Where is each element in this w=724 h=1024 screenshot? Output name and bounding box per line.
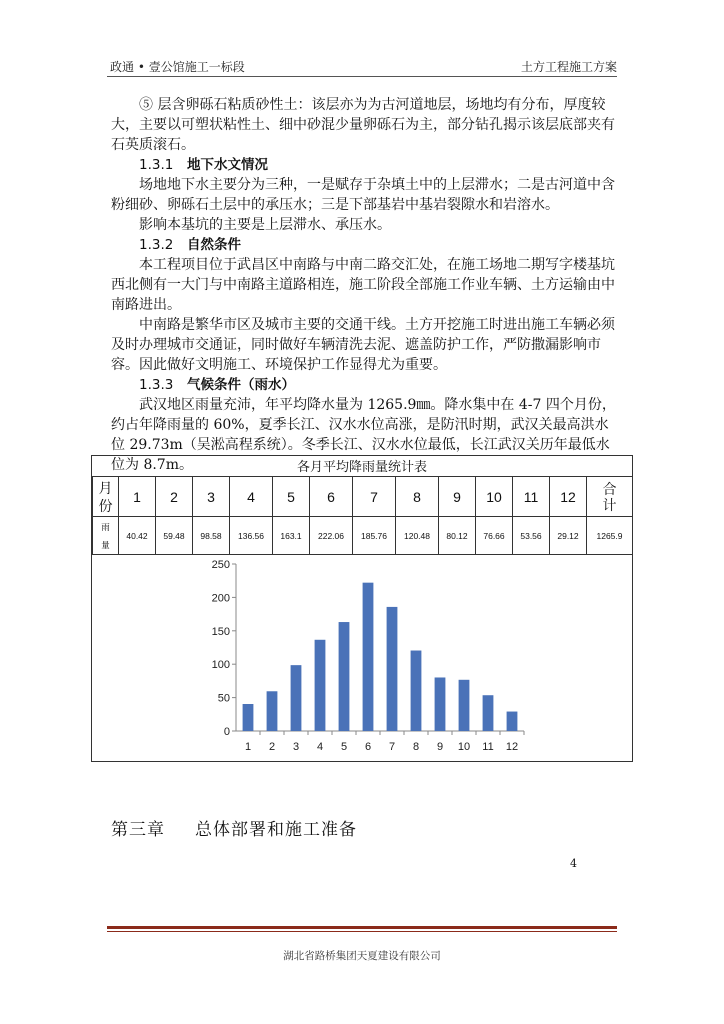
x-tick-label: 12: [505, 741, 519, 753]
footer-divider-thin: [107, 931, 617, 932]
rainfall-table-box: [91, 455, 633, 762]
month-cell: 12: [550, 477, 587, 517]
rainfall-cell: 40.42: [119, 517, 156, 555]
row-label-rainfall: 雨 量: [93, 517, 119, 555]
footer-company-name: 湖北省路桥集团天夏建设有限公司: [283, 950, 441, 962]
bar-month-9: [435, 677, 446, 731]
total-label-cell: 合 计: [587, 477, 633, 517]
paragraph-groundwater-impact: 影响本基坑的主要是上层滞水、承压水。: [139, 217, 391, 233]
rainfall-cell: 59.48: [156, 517, 193, 555]
month-cell: 7: [353, 477, 396, 517]
bar-month-1: [243, 704, 254, 731]
section-heading-climate: [111, 375, 617, 395]
month-cell: 4: [230, 477, 273, 517]
rainfall-cell: 185.76: [353, 517, 396, 555]
section-number: 1.3.3: [139, 377, 174, 393]
y-tick-label: 50: [217, 692, 230, 705]
rainfall-cell: 222.06: [310, 517, 353, 555]
bar-month-11: [483, 695, 494, 731]
month-cell: 10: [476, 477, 513, 517]
section-title: 地下水文情况: [187, 157, 268, 173]
bar-month-4: [315, 640, 326, 731]
paragraph-traffic: 中南路是繁华市区及城市主要的交通干线。土方开挖施工时进出施工车辆必须及时办理城市交通证，同时做好车辆清洗去泥、遮盖防护工作，严防撒漏影响市容。因此做好文明施工、环境保护工作显得尤为重要。: [111, 317, 615, 373]
rainfall-bar-chart: [202, 558, 532, 758]
x-tick-label: 3: [292, 741, 300, 753]
row-label-month: 月 份: [93, 477, 119, 517]
section-heading-groundwater: [111, 155, 617, 175]
x-tick-label: 9: [436, 741, 444, 753]
header-divider: [107, 76, 617, 77]
rainfall-cell: 80.12: [439, 517, 476, 555]
bar-month-7: [387, 607, 398, 731]
y-tick-label: 250: [211, 559, 230, 571]
chapter-title: 总体部署和施工准备: [195, 820, 357, 840]
table-title: 各月平均降雨量统计表: [296, 460, 427, 475]
header-project-name: 政通 • 壹公馆施工一标段: [110, 60, 245, 74]
month-cell: 5: [273, 477, 310, 517]
rainfall-cell: 53.56: [513, 517, 550, 555]
bar-month-6: [363, 583, 374, 731]
rainfall-cell: 136.56: [230, 517, 273, 555]
x-tick-label: 7: [388, 741, 396, 753]
chapter-heading: [111, 815, 357, 840]
rainfall-cell: 29.12: [550, 517, 587, 555]
section-title: 自然条件: [187, 237, 241, 253]
chapter-number: 第三章: [111, 820, 165, 840]
month-cell: 1: [119, 477, 156, 517]
section-title: 气候条件（雨水）: [187, 377, 295, 393]
x-tick-label: 6: [364, 741, 372, 753]
bar-month-2: [267, 691, 278, 731]
x-tick-label: 5: [340, 741, 348, 753]
month-cell: 11: [513, 477, 550, 517]
month-cell: 6: [310, 477, 353, 517]
y-tick-label: 100: [211, 659, 230, 672]
paragraph-soil-layer: ⑤ 层含卵砾石粘质砂性土：该层亦为为古河道地层，场地均有分布，厚度较大，主要以可塑状粘性土、细中砂混少量卵砾石为主，部分钻孔揭示该层底部夹有石英质滚石。: [111, 97, 615, 153]
rainfall-cell: 120.48: [396, 517, 439, 555]
x-tick-label: 11: [482, 741, 494, 753]
month-cell: 8: [396, 477, 439, 517]
rainfall-cell: 76.66: [476, 517, 513, 555]
x-tick-label: 2: [268, 741, 276, 753]
rainfall-cell: 98.58: [193, 517, 230, 555]
y-tick-label: 200: [211, 592, 230, 605]
rainfall-cell: 163.1: [273, 517, 310, 555]
bar-month-12: [507, 712, 518, 731]
bar-month-3: [291, 665, 302, 731]
rainfall-table: [92, 476, 633, 555]
footer-divider-thick: [107, 926, 617, 929]
y-tick-label: 150: [211, 625, 230, 638]
x-tick-label: 10: [457, 741, 471, 753]
month-cell: 3: [193, 477, 230, 517]
y-tick-label: 0: [223, 726, 230, 738]
x-tick-label: 8: [412, 741, 420, 753]
total-value-cell: 1265.9: [587, 517, 633, 555]
bar-month-5: [339, 622, 350, 731]
paragraph-groundwater-types: 场地地下水主要分为三种，一是赋存于杂填土中的上层滞水；二是古河道中含粉细砂、卵砾石土层中的承压水；三是下部基岩中基岩裂隙水和岩溶水。: [111, 177, 615, 213]
section-heading-natural-conditions: [111, 235, 617, 255]
header-document-title: 土方工程施工方案: [520, 60, 617, 74]
month-cell: 2: [156, 477, 193, 517]
month-cell: 9: [439, 477, 476, 517]
section-number: 1.3.1: [139, 157, 174, 173]
section-number: 1.3.2: [139, 237, 174, 253]
paragraph-project-location: 本工程项目位于武昌区中南路与中南二路交汇处，在施工场地二期写字楼基坑西北侧有一大门与中南路主道路相连，施工阶段全部施工作业车辆、土方运输由中南路进出。: [111, 257, 615, 313]
bar-month-8: [411, 651, 422, 731]
x-tick-label: 4: [316, 741, 324, 753]
paragraph-rainfall: 武汉地区雨量充沛，年平均降水量为 1265.9㎜。降水集中在 4-7 四个月份，约占年降雨量的 60%，夏季长江、汉水水位高涨，是防汛时期，武汉关最高洪水位 29.73m（吴淞高程系统）。冬季长江、汉水水位最低，长江武汉关历年最低水位为 8.7m。: [111, 397, 616, 473]
table-row-rainfall: [93, 517, 633, 555]
table-row-months: [93, 477, 633, 517]
document-body: [111, 95, 617, 475]
page-number: 4: [570, 857, 577, 870]
x-tick-label: 1: [244, 741, 252, 753]
bar-month-10: [459, 680, 470, 731]
